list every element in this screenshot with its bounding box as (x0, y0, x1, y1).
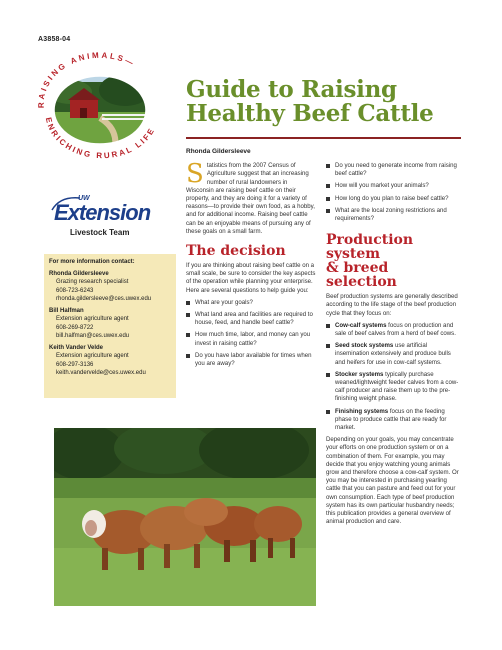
column-right (326, 162, 461, 527)
uw-extension-logo (50, 188, 162, 228)
column-left (186, 148, 316, 372)
raising-animals-seal-logo (30, 52, 170, 160)
decision-heading: The decision (186, 243, 286, 260)
author-name: Rhonda Gildersleeve (186, 148, 251, 155)
contact-role: Extension agriculture agent (56, 353, 129, 359)
list-item: What are your goals? (186, 299, 316, 307)
production-heading (326, 233, 461, 289)
list-item: What are the local zoning restrictions and requirements? (326, 207, 461, 223)
list-item: Do you have labor available for times when you are away? (186, 352, 316, 368)
title-line-2: Healthy Beef Cattle (186, 100, 434, 127)
production-text: Beef production systems are generally described according to the life stage of the beef production cycle that they focus on: (326, 293, 458, 317)
list-item: How much time, labor, and money can you invest in raising cattle? (186, 331, 316, 347)
contact-name: Keith Vander Velde (49, 344, 104, 351)
contact-phone: 608-297-3136 (56, 361, 94, 368)
intro-paragraph (186, 159, 316, 236)
contact-email[interactable]: keith.vandervelde@ces.uwex.edu (56, 370, 146, 376)
question-list-continued (326, 162, 461, 223)
system-term: Cow-calf systems (335, 321, 387, 329)
production-heading-line-1: Production system (326, 232, 414, 263)
contact-phone: 608-269-8722 (56, 324, 94, 331)
system-text: use artificial insemination extensively and produce bulls and heifers for use in cow-calf systems. (335, 342, 451, 366)
list-item: How will you market your animals? (326, 182, 461, 190)
system-text: typically purchase weaned/lightweight feeder calves from a cow-calf producer and raise them up to the pre-finishing weight phase. (335, 370, 459, 403)
drop-cap: S (186, 159, 204, 190)
list-item (326, 408, 461, 433)
document-title (186, 78, 466, 126)
decision-question-list (186, 299, 316, 368)
decision-text: If you are thinking about raising beef cattle on a small scale, be sure to consider the key aspects of the operation while planning your enterprise. Here are several questions to help guide you: (186, 262, 316, 294)
contact-role: Grazing research specialist (56, 279, 129, 285)
title-line-1: Guide to Raising (186, 76, 397, 103)
contact-name: Rhonda Gildersleeve (49, 270, 109, 277)
livestock-team-label: Livestock Team (70, 228, 130, 237)
system-text: focus on the feeding phase to produce cattle that are ready for market. (335, 407, 447, 432)
production-heading-line-2: & breed selection (326, 260, 397, 291)
list-item (326, 371, 461, 404)
production-system-list (326, 322, 461, 432)
contact-header: For more information contact: (49, 259, 135, 265)
title-divider (186, 137, 461, 139)
cattle-pasture-photo (54, 428, 316, 606)
contact-person (49, 344, 171, 378)
list-item: Do you need to generate income from raising beef cattle? (326, 162, 461, 178)
uw-label: UW (78, 195, 90, 202)
contact-phone: 608-723-6243 (56, 287, 94, 294)
system-text: focus on production and sale of beef calves from a herd of beef cows. (335, 321, 456, 338)
system-term: Seed stock systems (335, 342, 394, 350)
system-term: Stocker systems (335, 370, 384, 378)
seal-top-text: RAISING ANIMALS— (36, 52, 137, 109)
contact-email[interactable]: rhonda.gildersleeve@ces.uwex.edu (56, 296, 152, 302)
list-item: What land area and facilities are required to house, feed, and handle beef cattle? (186, 311, 316, 327)
contact-email[interactable]: bill.halfman@ces.uwex.edu (56, 333, 130, 339)
contact-role: Extension agriculture agent (56, 316, 129, 322)
list-item (326, 322, 461, 338)
intro-text: tatistics from the 2007 Census of Agriculture suggest that an increasing number of rural landowners in Wisconsin are raising beef cattle on their property, and they are doing it for a variety of reasons—to provide their own food, as a hobby, and for additional income. Raising beef cattle can be an enjoyable means of pursuing any of these goals on a small farm. (186, 162, 315, 235)
extension-wordmark: Extension (54, 200, 151, 225)
contact-person (49, 307, 171, 341)
document-id: A3858-04 (38, 36, 71, 43)
contact-name: Bill Halfman (49, 307, 84, 314)
list-item: How long do you plan to raise beef cattle? (326, 195, 461, 203)
seal-bottom-text: ENRICHING RURAL LIFE (43, 116, 157, 160)
system-term: Finishing systems (335, 407, 389, 415)
contact-person (49, 270, 171, 304)
contact-box (44, 254, 176, 398)
production-closing-paragraph: Depending on your goals, you may concentrate your efforts on one production system or on a combination of them. For example, you may decide that you enjoy watching young animals grow and therefore choose a cow-calf system. Or you may be interested in purchasing yearling cattle that you can pasture and feed out for your own consumption. Each type of beef production system has its own particular husbandry needs; this publication provides a general overview of animal production and care. (326, 436, 459, 526)
list-item (326, 342, 461, 367)
